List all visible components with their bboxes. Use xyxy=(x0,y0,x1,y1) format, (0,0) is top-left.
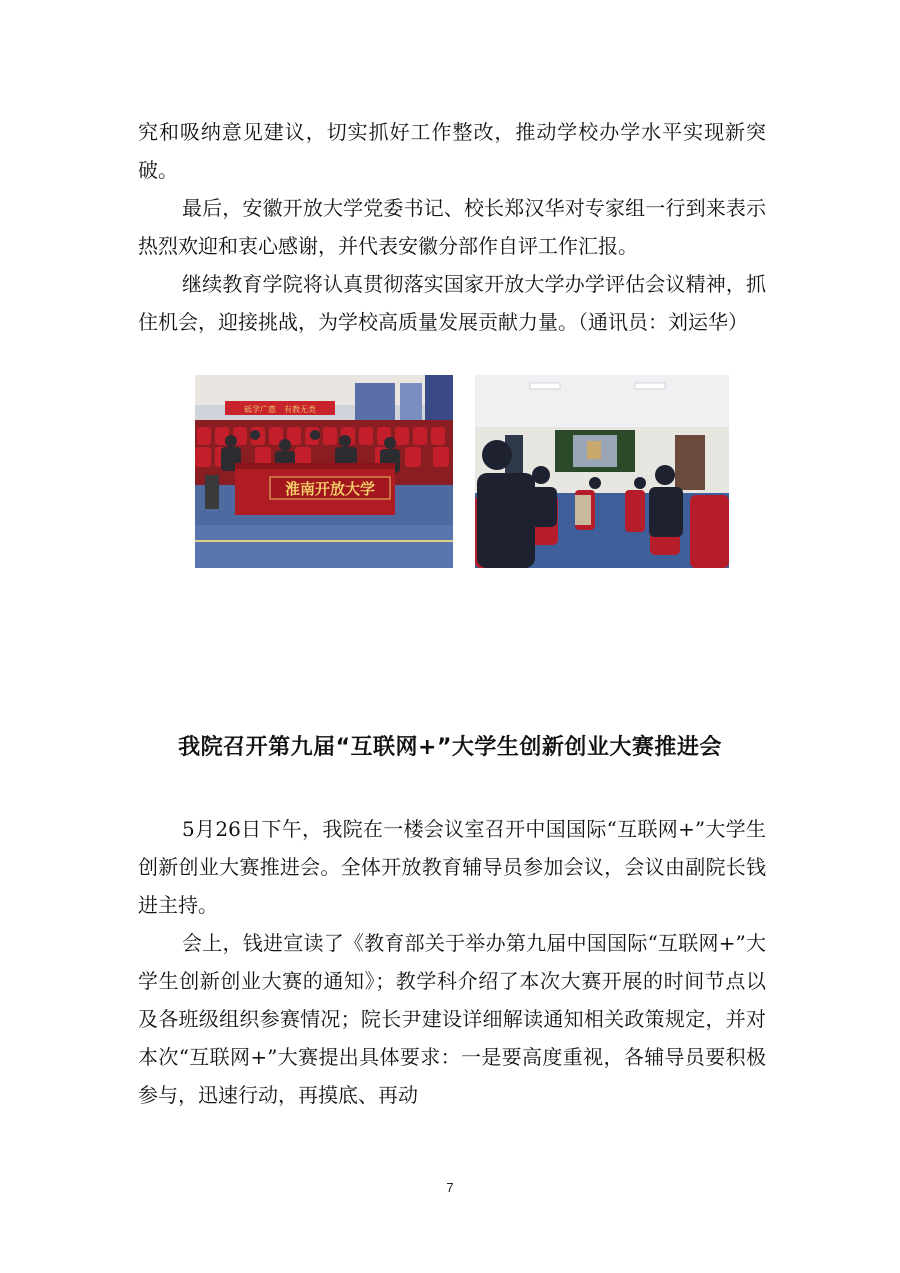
paragraph-continuation: 究和吸纳意见建议，切实抓好工作整改，推动学校办学水平实现新突破。 xyxy=(138,120,766,182)
section-title: 我院召开第九届“互联网+”大学生创新创业大赛推进会 xyxy=(178,735,722,760)
wall-banner-text: 砥学广惠 有教无类 xyxy=(244,405,316,414)
table-sign-text: 淮南开放大学 xyxy=(284,480,376,498)
page-number: 7 xyxy=(446,1180,454,1195)
paragraph-conclusion: 继续教育学院将认真贯彻落实国家开放大学办学评估会议精神，抓住机会，迎接挑战，为学校高质量发展贡献力量。（通讯员：刘运华） xyxy=(138,272,766,334)
paragraph-meeting-intro: 5月26日下午，我院在一楼会议室召开中国国际“互联网+”大学生创新创业大赛推进会。全体开放教育辅导员参加会议，会议由副院长钱进主持。 xyxy=(138,817,766,917)
paragraph-meeting-details: 会上，钱进宣读了《教育部关于举办第九届中国国际“互联网+”大学生创新创业大赛的通知》；教学科介绍了本次大赛开展的时间节点以及各班级组织参赛情况；院长尹建设详细解读通知相关政策规定，并对本次“互联网+”大赛提出具体要求：一是要高度重视，各辅导员要积极参与，迅速行动，再摸底、再动 xyxy=(138,931,766,1107)
meeting-photo-left xyxy=(195,375,453,568)
paragraph-closing-remarks: 最后，安徽开放大学党委书记、校长郑汉华对专家组一行到来表示热烈欢迎和衷心感谢，并代表安徽分部作自评工作汇报。 xyxy=(138,196,766,258)
meeting-photo-right xyxy=(475,375,729,568)
